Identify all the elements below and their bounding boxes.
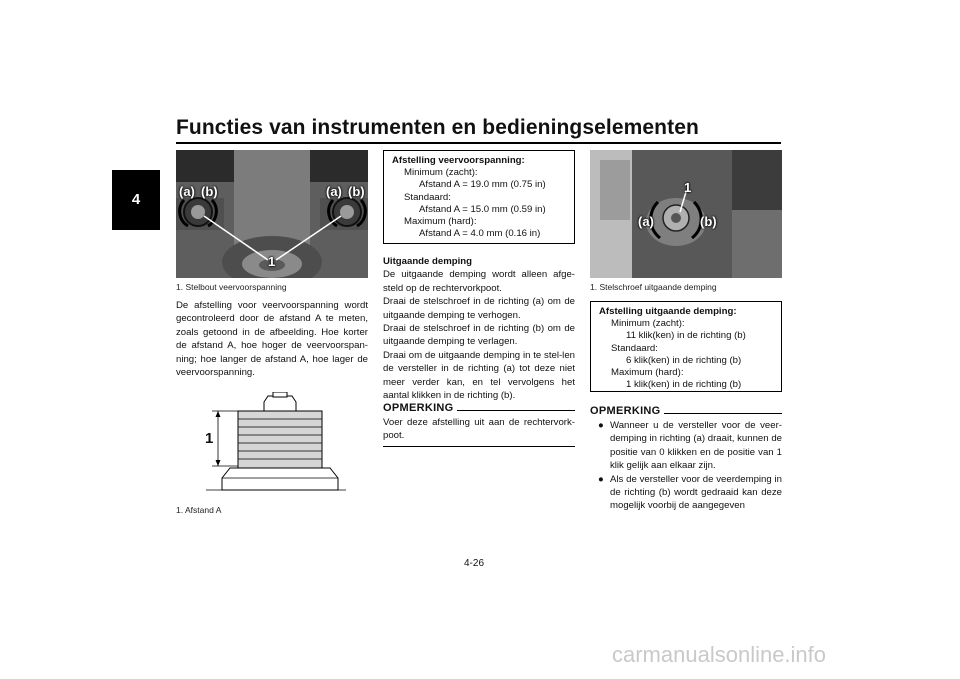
rebound-section: [383, 255, 575, 402]
fig1-label-a-right: (a): [326, 184, 342, 199]
fig3-caption: 1. Stelschroef uitgaande demping: [590, 282, 717, 292]
rebound-p4: Draai om de uitgaande demping in te stel-len de versteller in de richting (a) tot deze niet meer verder kan, en tel vervolgens het aantal klikken in de richting (b).: [383, 349, 575, 402]
distance-a-drawing: [196, 392, 352, 496]
fig1-label-a-left: (a): [179, 184, 195, 199]
preload-std-label: Standaard:: [404, 191, 451, 203]
note-bullet-2: [590, 473, 782, 513]
fig2-label-1: 1: [205, 430, 214, 447]
rebound-heading: Uitgaande demping: [383, 256, 473, 267]
note-bullets-right: [590, 419, 782, 513]
fig1-caption: 1. Stelbout veervoorspanning: [176, 282, 287, 292]
chapter-tab: 4: [112, 170, 160, 230]
bullet-dot-icon: ●: [598, 473, 604, 485]
page-title: Functies van instrumenten en bedieningselementen: [176, 116, 699, 139]
watermark: carmanualsonline.info: [612, 642, 827, 667]
rebound-p3: Draai de stelschroef in de richting (b) om de uitgaande demping te verlagen.: [383, 323, 575, 348]
bullet-dot-icon: ●: [598, 420, 604, 431]
rebound-min-label: Minimum (zacht):: [611, 318, 685, 330]
fig1-label-b-right: (b): [348, 184, 365, 199]
note-bullet-2-text: Als de versteller voor de veerdemping in de richting (b) wordt gedraaid kan deze mogelijk voorbij de aangegeven: [610, 473, 782, 512]
page-number: 4-26: [464, 558, 485, 569]
preload-max-value: Afstand A = 4.0 mm (0.16 in): [419, 228, 541, 240]
note-end-rule-middle: [383, 446, 575, 447]
fig1-callout-1: 1: [268, 254, 276, 269]
preload-spec-title: Afstelling veervoorspanning:: [392, 155, 525, 166]
preload-paragraph: De afstelling voor veervoorspanning wordt gecontroleerd door de afstand A te meten, zoals getoond in de afbeelding. Hoe korter de afstand A, hoe hoger de veervoorspan-ning; hoe langer de afstand A, hoe lager de veervoorspanning.: [176, 300, 368, 379]
fig1-label-b-left: (b): [201, 184, 218, 199]
rebound-max-label: Maximum (hard):: [611, 367, 684, 379]
rebound-std-value: 6 klik(ken) in de richting (b): [626, 354, 742, 366]
preload-std-value: Afstand A = 15.0 mm (0.59 in): [419, 203, 546, 215]
fig3-label-a: (a): [638, 214, 654, 229]
rebound-std-label: Standaard:: [611, 342, 658, 354]
note-rule-right: [664, 413, 782, 414]
rebound-min-value: 11 klik(ken) in de richting (b): [626, 330, 746, 342]
preload-max-label: Maximum (hard):: [404, 216, 477, 228]
rebound-p1: De uitgaande demping wordt alleen afge-steld op de rechtervorkpoot.: [383, 269, 575, 294]
rebound-spec-box: [590, 301, 782, 392]
preload-spec-box: [383, 150, 575, 244]
note-bullet-1: [590, 419, 782, 473]
preload-min-value: Afstand A = 19.0 mm (0.75 in): [419, 179, 546, 191]
note-bullet-1-text: Wanneer u de versteller voor de veer-demping in richting (a) draait, kunnen de positie van 0 klikken en de positie van 1 klik gelijk aan elkaar zijn.: [610, 420, 782, 472]
note-rule-middle: [457, 410, 575, 411]
rebound-spec-title: Afstelling uitgaande demping:: [599, 306, 737, 317]
note-heading-right: OPMERKING: [590, 405, 661, 417]
note-text-middle: Voer deze afstelling uit aan de rechtervork-poot.: [383, 417, 575, 442]
rebound-adjuster-photo: [590, 150, 782, 278]
fig2-caption: 1. Afstand A: [176, 505, 222, 515]
note-heading-middle: OPMERKING: [383, 402, 454, 414]
rebound-p2: Draai de stelschroef in de richting (a) om de uitgaande demping te verhogen.: [383, 296, 575, 321]
fork-top-photo: [176, 150, 368, 278]
rebound-adjuster-illustration: [590, 150, 782, 278]
rebound-max-value: 1 klik(ken) in de richting (b): [626, 379, 742, 391]
header-rule: [176, 142, 781, 144]
fig3-callout-1: 1: [684, 180, 692, 195]
preload-min-label: Minimum (zacht):: [404, 167, 478, 179]
adjuster-line-drawing: [196, 392, 352, 496]
fig3-label-b: (b): [700, 214, 717, 229]
